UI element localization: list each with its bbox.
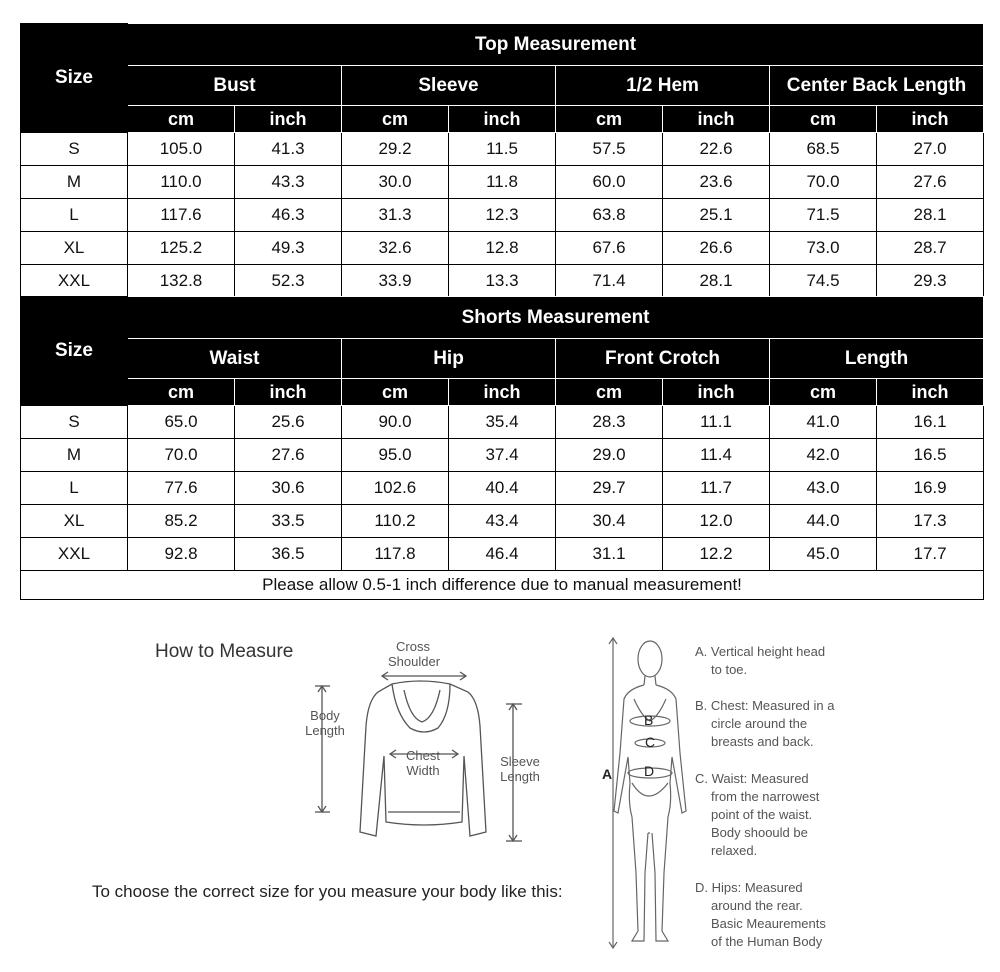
table-cell: 16.1	[877, 406, 984, 439]
table-cell: 31.1	[556, 538, 663, 571]
table-cell: 60.0	[556, 166, 663, 199]
body-illustration	[598, 633, 698, 953]
top-measurement-table	[20, 23, 984, 298]
table-row	[21, 439, 984, 472]
unit-header: inch	[877, 379, 984, 406]
unit-header: inch	[877, 106, 984, 133]
unit-header: cm	[770, 106, 877, 133]
legend-item-a: A. Vertical height head to toe.	[695, 644, 826, 677]
table-cell: 63.8	[556, 199, 663, 232]
table-cell: 65.0	[128, 406, 235, 439]
table-cell: 125.2	[128, 232, 235, 265]
how-to-measure-title: How to Measure	[155, 641, 294, 662]
unit-header: cm	[342, 106, 449, 133]
table-row	[21, 199, 984, 232]
table-cell: 36.5	[235, 538, 342, 571]
table-cell: 85.2	[128, 505, 235, 538]
table-cell: 30.4	[556, 505, 663, 538]
unit-header: inch	[235, 106, 342, 133]
table-cell: 90.0	[342, 406, 449, 439]
table-cell: 110.0	[128, 166, 235, 199]
table-cell: 117.6	[128, 199, 235, 232]
table-cell: 33.5	[235, 505, 342, 538]
table-cell: 29.7	[556, 472, 663, 505]
table-cell: 43.3	[235, 166, 342, 199]
table-cell: 45.0	[770, 538, 877, 571]
size-cell: XL	[21, 232, 128, 265]
table-cell: 12.2	[663, 538, 770, 571]
group-header: Front Crotch	[556, 339, 770, 379]
size-cell: L	[21, 199, 128, 232]
table-cell: 95.0	[342, 439, 449, 472]
group-header: Hip	[342, 339, 556, 379]
table-cell: 46.4	[449, 538, 556, 571]
table-cell: 11.1	[663, 406, 770, 439]
table-cell: 28.3	[556, 406, 663, 439]
unit-header: inch	[449, 379, 556, 406]
table-cell: 57.5	[556, 133, 663, 166]
cross-shoulder-label: Cross Shoulder	[388, 639, 441, 669]
table-cell: 74.5	[770, 265, 877, 298]
table-cell: 110.2	[342, 505, 449, 538]
legend-item-d: D. Hips: Measured around the rear. Basic Meaurements of the Human Body	[695, 880, 826, 949]
unit-header: cm	[770, 379, 877, 406]
table-cell: 13.3	[449, 265, 556, 298]
table-cell: 49.3	[235, 232, 342, 265]
table-row	[21, 166, 984, 199]
table-cell: 40.4	[449, 472, 556, 505]
table-title: Shorts Measurement	[128, 297, 984, 339]
table-cell: 30.0	[342, 166, 449, 199]
table-cell: 17.3	[877, 505, 984, 538]
table-cell: 29.2	[342, 133, 449, 166]
note-row	[21, 571, 984, 600]
size-header: Size	[21, 24, 128, 133]
table-cell: 16.9	[877, 472, 984, 505]
table-cell: 41.3	[235, 133, 342, 166]
group-header: Bust	[128, 66, 342, 106]
unit-header: inch	[235, 379, 342, 406]
table-cell: 68.5	[770, 133, 877, 166]
size-cell: XXL	[21, 265, 128, 298]
size-header: Size	[21, 297, 128, 406]
table-title: Top Measurement	[128, 24, 984, 66]
table-row	[21, 406, 984, 439]
table-cell: 41.0	[770, 406, 877, 439]
table-row	[21, 505, 984, 538]
table-cell: 35.4	[449, 406, 556, 439]
body-letter-a: A	[602, 766, 613, 782]
table-cell: 11.7	[663, 472, 770, 505]
table-cell: 77.6	[128, 472, 235, 505]
group-header: Length	[770, 339, 984, 379]
table-cell: 25.6	[235, 406, 342, 439]
unit-header: cm	[342, 379, 449, 406]
table-cell: 22.6	[663, 133, 770, 166]
table-cell: 43.0	[770, 472, 877, 505]
shorts-measurement-table	[20, 296, 984, 600]
table-cell: 73.0	[770, 232, 877, 265]
table-cell: 27.0	[877, 133, 984, 166]
size-cell: M	[21, 439, 128, 472]
table-cell: 71.4	[556, 265, 663, 298]
table-cell: 17.7	[877, 538, 984, 571]
table-cell: 28.1	[877, 199, 984, 232]
group-header: 1/2 Hem	[556, 66, 770, 106]
body-letter-c: C	[645, 734, 656, 750]
measurement-note: Please allow 0.5-1 inch difference due to manual measurement!	[21, 571, 984, 600]
table-row	[21, 538, 984, 571]
group-header: Waist	[128, 339, 342, 379]
body-letter-d: D	[644, 763, 655, 779]
size-cell: S	[21, 133, 128, 166]
table-cell: 11.4	[663, 439, 770, 472]
unit-header: cm	[128, 379, 235, 406]
unit-header: inch	[663, 106, 770, 133]
table-cell: 12.3	[449, 199, 556, 232]
table-cell: 71.5	[770, 199, 877, 232]
table-cell: 29.0	[556, 439, 663, 472]
table-cell: 12.0	[663, 505, 770, 538]
table-cell: 16.5	[877, 439, 984, 472]
unit-header: inch	[663, 379, 770, 406]
body-length-label: Body Length	[305, 708, 345, 738]
jacket-diagram	[300, 636, 550, 851]
table-cell: 11.8	[449, 166, 556, 199]
table-cell: 67.6	[556, 232, 663, 265]
table-cell: 92.8	[128, 538, 235, 571]
table-cell: 27.6	[877, 166, 984, 199]
table-cell: 44.0	[770, 505, 877, 538]
size-cell: XXL	[21, 538, 128, 571]
measure-instruction: To choose the correct size for you measure your body like this:	[92, 882, 563, 901]
group-header: Center Back Length	[770, 66, 984, 106]
table-cell: 25.1	[663, 199, 770, 232]
table-cell: 11.5	[449, 133, 556, 166]
unit-header: cm	[128, 106, 235, 133]
size-cell: S	[21, 406, 128, 439]
table-cell: 30.6	[235, 472, 342, 505]
table-cell: 117.8	[342, 538, 449, 571]
table-cell: 32.6	[342, 232, 449, 265]
table-cell: 26.6	[663, 232, 770, 265]
table-cell: 105.0	[128, 133, 235, 166]
table-cell: 28.1	[663, 265, 770, 298]
unit-header: inch	[449, 106, 556, 133]
body-letter-b: B	[644, 712, 654, 728]
table-row	[21, 472, 984, 505]
table-cell: 31.3	[342, 199, 449, 232]
unit-header: cm	[556, 106, 663, 133]
table-cell: 23.6	[663, 166, 770, 199]
table-cell: 46.3	[235, 199, 342, 232]
table-cell: 102.6	[342, 472, 449, 505]
table-cell: 43.4	[449, 505, 556, 538]
table-cell: 29.3	[877, 265, 984, 298]
group-header: Sleeve	[342, 66, 556, 106]
size-cell: M	[21, 166, 128, 199]
legend-item-b: B. Chest: Measured in a circle around the breasts and back.	[695, 698, 835, 749]
size-cell: XL	[21, 505, 128, 538]
unit-header: cm	[556, 379, 663, 406]
table-cell: 28.7	[877, 232, 984, 265]
legend-item-c: C. Waist: Measured from the narrowest point of the waist. Body shoould be relaxed.	[695, 771, 820, 858]
table-row	[21, 232, 984, 265]
table-cell: 27.6	[235, 439, 342, 472]
table-cell: 132.8	[128, 265, 235, 298]
chest-width-label: Chest Width	[406, 748, 440, 778]
table-cell: 12.8	[449, 232, 556, 265]
table-cell: 37.4	[449, 439, 556, 472]
table-cell: 70.0	[128, 439, 235, 472]
table-row	[21, 265, 984, 298]
table-cell: 70.0	[770, 166, 877, 199]
table-cell: 52.3	[235, 265, 342, 298]
body-figure	[598, 633, 698, 953]
table-row	[21, 133, 984, 166]
size-cell: L	[21, 472, 128, 505]
table-cell: 42.0	[770, 439, 877, 472]
table-cell: 33.9	[342, 265, 449, 298]
sleeve-length-label: Sleeve Length	[500, 754, 540, 784]
